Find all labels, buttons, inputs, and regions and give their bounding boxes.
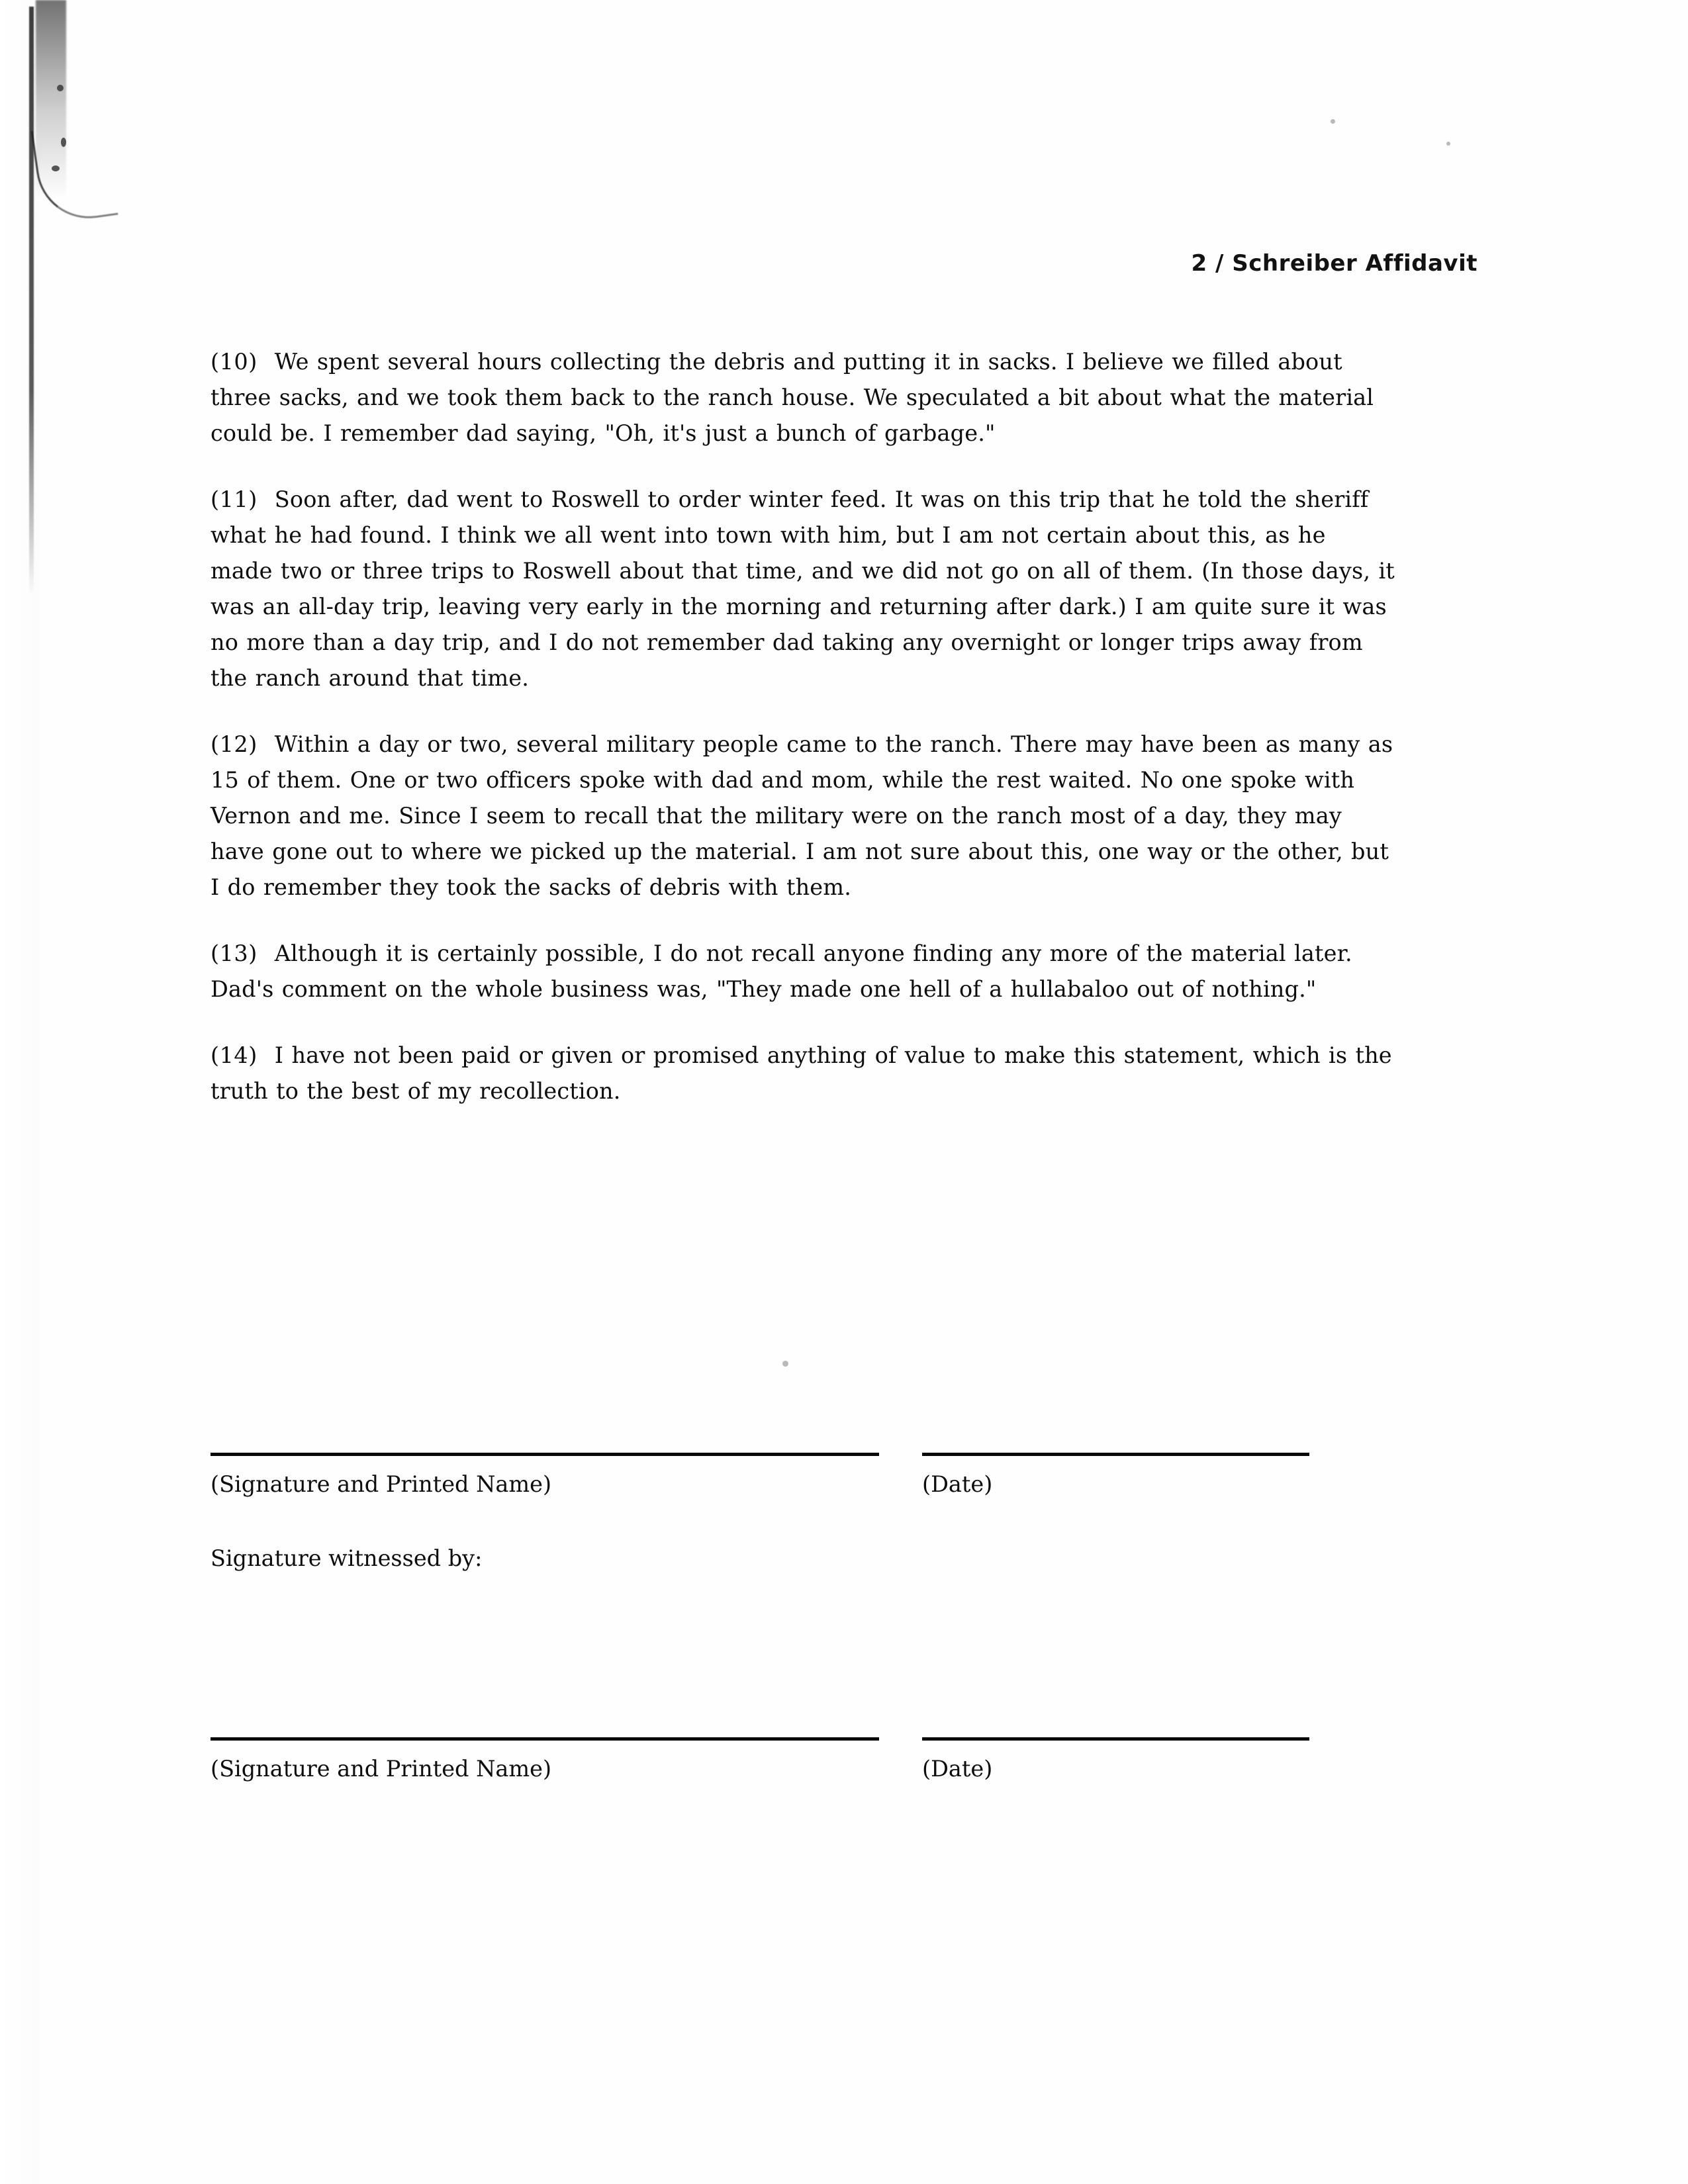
signature-date-label: (Date) bbox=[922, 1471, 993, 1497]
paragraph-text: I have not been paid or given or promised anything of value to make this statement, which is the truth to the best of my recollection. bbox=[211, 1042, 1392, 1104]
paragraph-number: (12) bbox=[211, 731, 258, 757]
date-line[interactable] bbox=[922, 1453, 1309, 1456]
page-header: 2 / Schreiber Affidavit bbox=[1191, 250, 1477, 277]
paragraph-number: (13) bbox=[211, 940, 258, 966]
paragraph-11 bbox=[211, 482, 1395, 696]
paragraph-14 bbox=[211, 1038, 1395, 1109]
paragraph-text: Although it is certainly possible, I do not recall anyone finding any more of the material later. Dad's comment on the whole business was, "They made one hell of a hullabaloo out of nothing." bbox=[211, 940, 1352, 1002]
witness-label: Signature witnessed by: bbox=[211, 1545, 483, 1571]
paragraph-text: We spent several hours collecting the debris and putting it in sacks. I believe we filled about three sacks, and we took them back to the ranch house. We speculated a bit about what the material could be. I remember dad saying, "Oh, it's just a bunch of garbage." bbox=[211, 349, 1374, 446]
paragraph-10 bbox=[211, 344, 1395, 451]
signature-block-signer bbox=[211, 1453, 1468, 1571]
witness-name-label: (Signature and Printed Name) bbox=[211, 1756, 552, 1782]
document-body bbox=[211, 344, 1395, 1140]
signature-name-label: (Signature and Printed Name) bbox=[211, 1471, 552, 1497]
paragraph-12 bbox=[211, 727, 1395, 905]
signature-line-row bbox=[211, 1453, 1468, 1532]
paragraph-number: (14) bbox=[211, 1042, 258, 1068]
paragraph-number: (10) bbox=[211, 349, 258, 375]
signature-line-row bbox=[211, 1737, 1468, 1817]
paragraph-13 bbox=[211, 936, 1395, 1007]
paragraph-number: (11) bbox=[211, 486, 258, 512]
paragraph-text: Soon after, dad went to Roswell to order winter feed. It was on this trip that he told the sheriff what he had found. I think we all went into town with him, but I am not certain about this, as he made two or three trips to Roswell about that time, and we did not go on all of them. (In those days, it was an all-day trip, leaving very early in the morning and returning after dark.) I am quite sure it was no more than a day trip, and I do not remember dad taking any overnight or longer trips away from the ranch around that time. bbox=[211, 486, 1395, 691]
signature-line[interactable] bbox=[211, 1453, 879, 1456]
paragraph-text: Within a day or two, several military people came to the ranch. There may have been as many as 15 of them. One or two officers spoke with dad and mom, while the rest waited. No one spoke with Vernon and me. Since I seem to recall that the military were on the ranch most of a day, they may have gone out to where we picked up the material. I am not sure about this, one way or the other, but I do remember they took the sacks of debris with them. bbox=[211, 731, 1393, 900]
witness-date-label: (Date) bbox=[922, 1756, 993, 1782]
witness-date-line[interactable] bbox=[922, 1737, 1309, 1741]
signature-block-witness bbox=[211, 1737, 1468, 1817]
witness-signature-line[interactable] bbox=[211, 1737, 879, 1741]
